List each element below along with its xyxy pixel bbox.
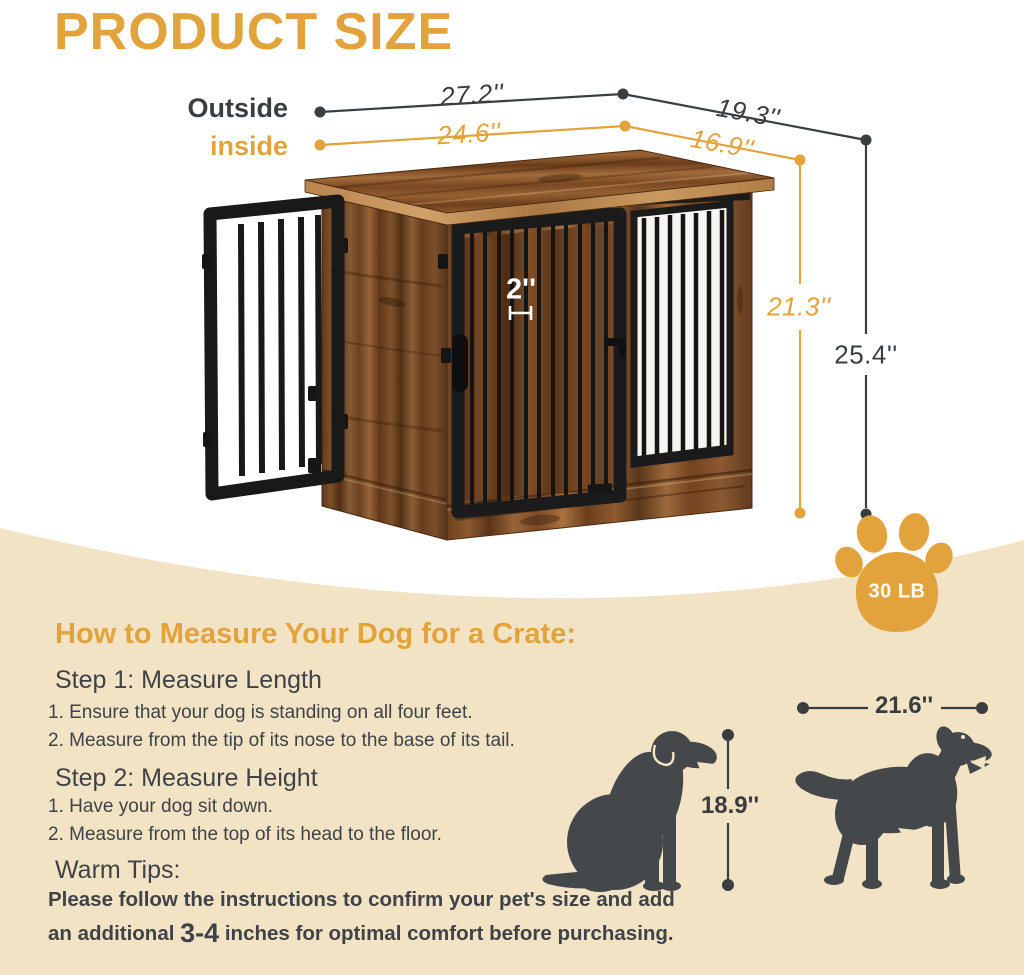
inside-width-value: 24.6'' bbox=[436, 116, 502, 151]
door-handle bbox=[452, 334, 468, 392]
front-barred-window bbox=[634, 204, 730, 464]
warm-tips-title: Warm Tips: bbox=[55, 856, 181, 884]
step-1-item-2: 2. Measure from the tip of its nose to the base of its tail. bbox=[48, 730, 515, 751]
inside-depth-value: 16.9'' bbox=[688, 122, 757, 165]
step-2-title: Step 2: Measure Height bbox=[55, 764, 318, 792]
dog-crate-illustration bbox=[202, 150, 774, 540]
dog-sitting-height-value: 18.9'' bbox=[700, 792, 760, 819]
inside-label: inside bbox=[209, 131, 288, 161]
step-1-title: Step 1: Measure Length bbox=[55, 666, 322, 694]
bar-gap-value: 2'' bbox=[506, 273, 536, 306]
outside-label: Outside bbox=[187, 93, 288, 123]
inside-height-value: 21.3'' bbox=[767, 291, 831, 322]
step-1-item-1: 1. Ensure that your dog is standing on all four feet. bbox=[48, 702, 473, 723]
warm-tips-line-2-prefix: an additional bbox=[48, 922, 181, 945]
page-title: PRODUCT SIZE bbox=[54, 3, 454, 61]
weight-badge-value: 30 LB bbox=[868, 580, 926, 603]
warm-tips-line-2 bbox=[48, 918, 674, 949]
dog-standing-length-value: 21.6'' bbox=[874, 692, 934, 719]
step-2-item-1: 1. Have your dog sit down. bbox=[48, 796, 273, 817]
warm-tips-line-2-suffix: inches for optimal comfort before purchasing. bbox=[219, 922, 674, 945]
step-2-item-2: 2. Measure from the top of its head to the floor. bbox=[48, 824, 442, 845]
warm-tips-line-2-highlight: 3-4 bbox=[180, 918, 220, 948]
outside-depth-value: 19.3'' bbox=[714, 91, 783, 134]
outside-width-value: 27.2'' bbox=[439, 77, 505, 112]
warm-tips-line-1: Please follow the instructions to confirm your pet's size and add bbox=[48, 888, 675, 911]
guide-heading: How to Measure Your Dog for a Crate: bbox=[55, 618, 576, 650]
outside-height-value: 25.4'' bbox=[834, 339, 898, 370]
open-swing-door bbox=[202, 201, 338, 494]
door-floor-guide bbox=[588, 483, 613, 495]
